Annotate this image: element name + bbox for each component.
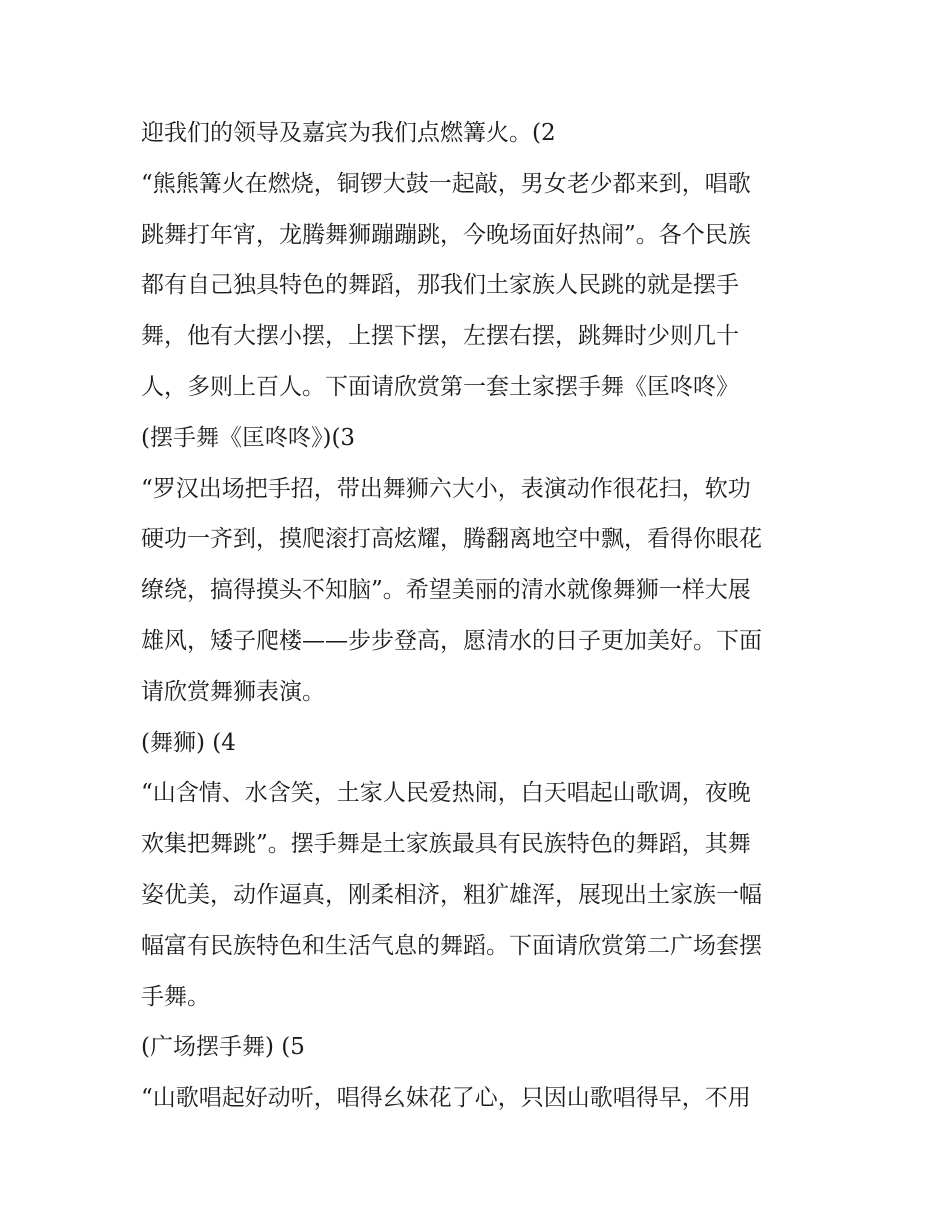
text-line: 舞，他有大摆小摆，上摆下摆，左摆右摆，跳舞时少则几十 [141, 323, 739, 350]
text-line: 人，多则上百人。下面请欣赏第一套土家摆手舞《匡咚咚》 [141, 373, 739, 400]
text-line: 手舞。 [141, 983, 210, 1010]
text-line: 跳舞打年宵，龙腾舞狮蹦蹦跳，今晚场面好热闹”。各个民族 [141, 221, 751, 248]
text-line: 都有自己独具特色的舞蹈，那我们土家族人民跳的就是摆手 [141, 272, 739, 299]
text-line: 请欣赏舞狮表演。 [141, 678, 325, 705]
text-line: 雄风，矮子爬楼——步步登高，愿清水的日子更加美好。下面 [141, 627, 762, 654]
text-line: “山歌唱起好动听，唱得幺妹花了心，只因山歌唱得早，不用 [141, 1085, 751, 1112]
text-line: 缭绕，搞得摸头不知脑”。希望美丽的清水就像舞狮一样大展 [141, 577, 751, 604]
text-line: (广场摆手舞) (5 [141, 1034, 305, 1061]
text-line: “罗汉出场把手招，带出舞狮六大小，表演动作很花扫，软功 [141, 475, 751, 502]
text-line: 姿优美，动作逼真，刚柔相济，粗犷雄浑，展现出土家族一幅 [141, 881, 762, 908]
text-line: “熊熊篝火在燃烧，铜锣大鼓一起敲，男女老少都来到，唱歌 [141, 170, 751, 197]
text-line: 欢集把舞跳”。摆手舞是土家族最具有民族特色的舞蹈，其舞 [141, 831, 751, 858]
text-line: 硬功一齐到，摸爬滚打高炫耀，腾翻离地空中飘，看得你眼花 [141, 526, 762, 553]
text-line: 幅富有民族特色和生活气息的舞蹈。下面请欣赏第二广场套摆 [141, 932, 762, 959]
text-line: (舞狮) (4 [141, 729, 236, 756]
text-line: 迎我们的领导及嘉宾为我们点燃篝火。(2 [141, 120, 556, 146]
text-line: “山含情、水含笑，土家人民爱热闹，白天唱起山歌调，夜晚 [141, 780, 751, 807]
text-line: (摆手舞《匡咚咚》)(3 [141, 424, 356, 451]
body-text [141, 108, 821, 1124]
